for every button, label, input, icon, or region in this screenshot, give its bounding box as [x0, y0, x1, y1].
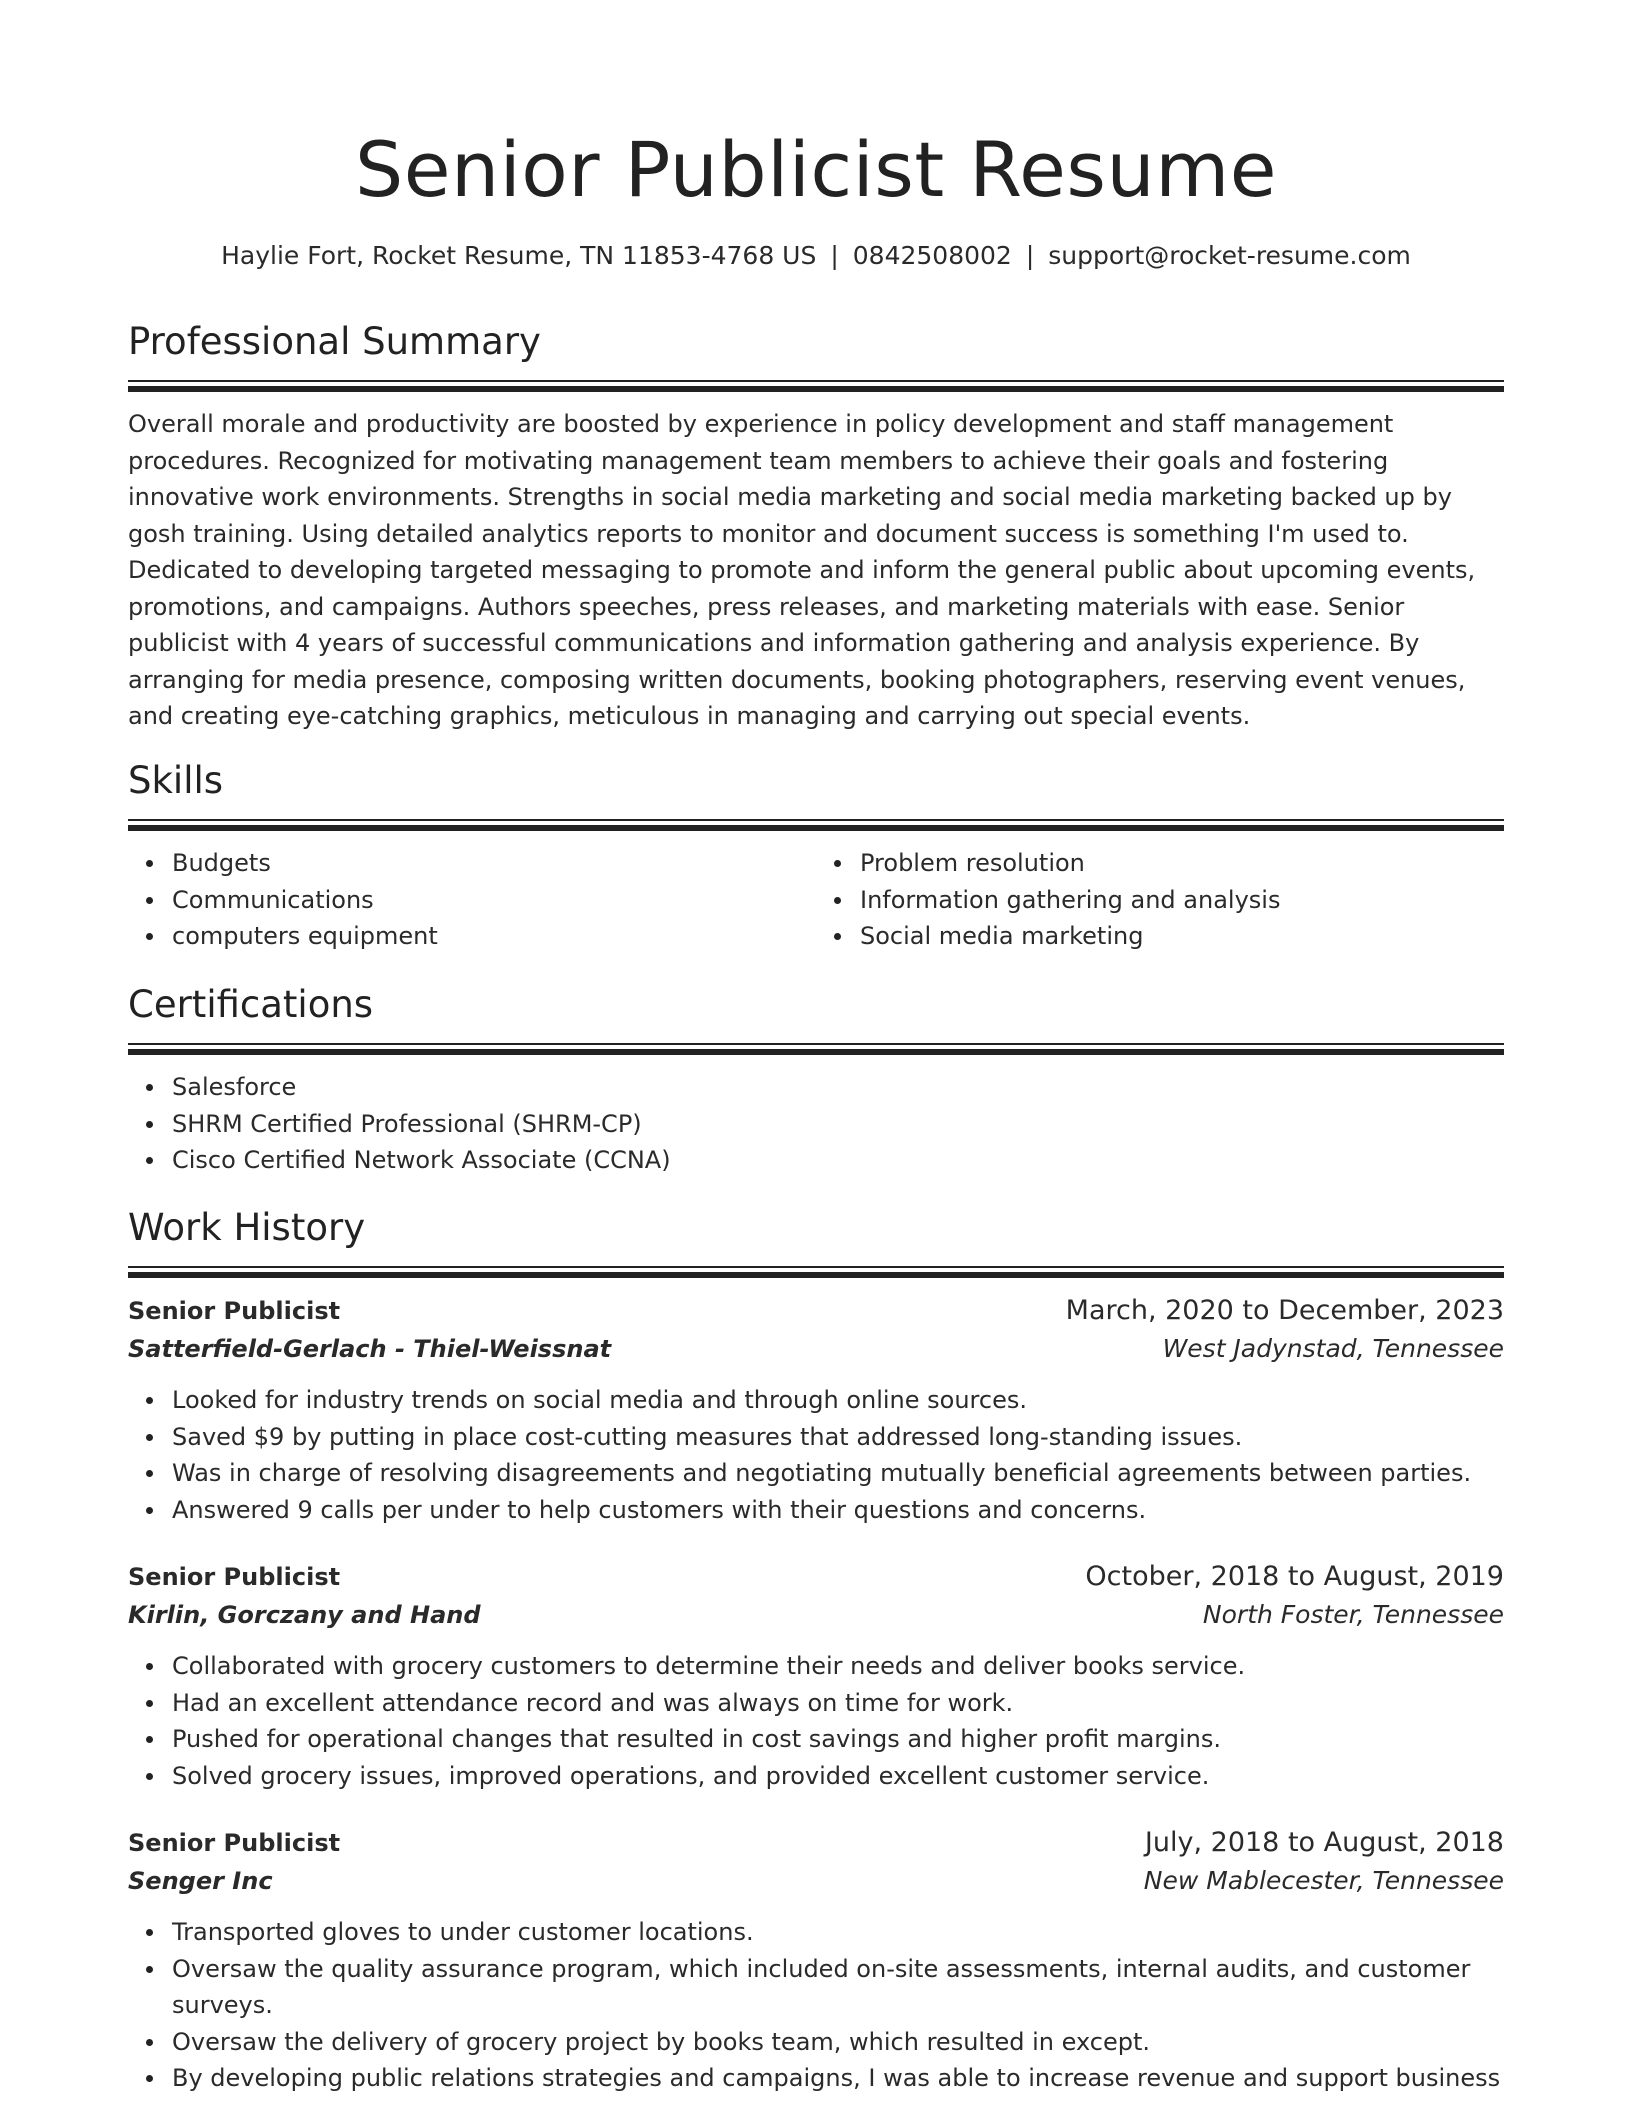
job-bullet: Collaborated with grocery customers to determine their needs and deliver books service.	[172, 1648, 1504, 1685]
skill-item: Budgets	[172, 845, 816, 882]
section-divider	[128, 1043, 1504, 1045]
job-dates: October, 2018 to August, 2019	[1085, 1561, 1504, 1592]
skills-list-right	[816, 845, 1504, 955]
summary-text: Overall morale and productivity are boosted by experience in policy development and staff management procedures. Recognized for motivating management team members to achieve their goals and fostering innovative work environments. Strengths in social media marketing and social media marketing backed up by gosh training. Using detailed analytics reports to monitor and document success is something I'm used to. Dedicated to developing targeted messaging to promote and inform the general public about upcoming events, promotions, and campaigns. Authors speeches, press releases, and marketing materials with ease. Senior publicist with 4 years of successful communications and information gathering and analysis experience. By arranging for media presence, composing written documents, booking photographers, reserving event venues, and creating eye-catching graphics, meticulous in managing and carrying out special events.	[128, 410, 1476, 730]
section-certifications	[128, 979, 1504, 1179]
section-heading: Professional Summary	[128, 320, 541, 363]
certifications-list	[128, 1069, 1504, 1179]
section-heading: Work History	[128, 1206, 366, 1249]
job-title: Senior Publicist	[128, 1297, 341, 1325]
job-header	[128, 1824, 1504, 1862]
section-divider	[128, 1272, 1504, 1278]
certification-item: Salesforce	[172, 1069, 1504, 1106]
job-subheader	[128, 1862, 1504, 1900]
skills-columns	[128, 831, 1504, 955]
job-company: Kirlin, Gorczany and Hand	[128, 1601, 481, 1629]
contact-separator: |	[830, 241, 839, 270]
job-bullet: Was in charge of resolving disagreements and negotiating mutually beneficial agreements between parties.	[172, 1455, 1504, 1492]
certification-item: SHRM Certified Professional (SHRM-CP)	[172, 1106, 1504, 1143]
job-company: Satterfield-Gerlach - Thiel-Weissnat	[128, 1335, 612, 1363]
section-heading: Skills	[128, 759, 224, 802]
skill-item: Communications	[172, 882, 816, 919]
section-divider	[128, 1049, 1504, 1055]
skill-item: Social media marketing	[860, 918, 1504, 955]
contact-phone: 0842508002	[852, 241, 1012, 270]
job-bullet: Pushed for operational changes that resulted in cost savings and higher profit margins.	[172, 1721, 1504, 1758]
section-divider	[128, 819, 1504, 821]
job-subheader	[128, 1596, 1504, 1634]
job-header	[128, 1558, 1504, 1596]
certification-item: Cisco Certified Network Associate (CCNA)	[172, 1142, 1504, 1179]
skills-list-left	[128, 845, 816, 955]
section-professional-summary	[128, 316, 1504, 735]
page-title: Senior Publicist Resume	[355, 125, 1277, 214]
skill-item: Problem resolution	[860, 845, 1504, 882]
job-subheader	[128, 1330, 1504, 1368]
job-bullets	[128, 1914, 1504, 2097]
contact-email: support@rocket-resume.com	[1048, 241, 1411, 270]
job-dates: July, 2018 to August, 2018	[1144, 1827, 1504, 1858]
skill-item: computers equipment	[172, 918, 816, 955]
section-heading: Certifications	[128, 983, 374, 1026]
contact-line	[128, 238, 1504, 274]
contact-separator: |	[1025, 241, 1035, 270]
job-entry	[128, 1558, 1504, 1794]
section-divider	[128, 380, 1504, 382]
job-entry	[128, 1292, 1504, 1528]
job-location: New Mablecester, Tennessee	[1143, 1866, 1504, 1895]
job-entry	[128, 1824, 1504, 2097]
job-location: North Foster, Tennessee	[1202, 1600, 1504, 1629]
section-work-history	[128, 1202, 1504, 2097]
job-title: Senior Publicist	[128, 1563, 341, 1591]
job-bullet: Oversaw the delivery of grocery project by books team, which resulted in except.	[172, 2024, 1504, 2061]
job-bullet: Oversaw the quality assurance program, which included on-site assessments, internal audits, and customer surveys.	[172, 1951, 1504, 2024]
contact-address: Haylie Fort, Rocket Resume, TN 11853-4768 US	[221, 241, 817, 270]
job-company: Senger Inc	[128, 1867, 273, 1895]
section-skills	[128, 755, 1504, 955]
job-bullets	[128, 1648, 1504, 1794]
job-bullet: Answered 9 calls per under to help customers with their questions and concerns.	[172, 1492, 1504, 1529]
job-bullet: Looked for industry trends on social media and through online sources.	[172, 1382, 1504, 1419]
job-header	[128, 1292, 1504, 1330]
job-dates: March, 2020 to December, 2023	[1065, 1295, 1504, 1326]
section-divider	[128, 1266, 1504, 1268]
job-title: Senior Publicist	[128, 1829, 341, 1857]
job-bullet: Solved grocery issues, improved operations, and provided excellent customer service.	[172, 1758, 1504, 1795]
job-bullet: By developing public relations strategies and campaigns, I was able to increase revenue and support business	[172, 2060, 1504, 2097]
skill-item: Information gathering and analysis	[860, 882, 1504, 919]
job-bullet: Had an excellent attendance record and was always on time for work.	[172, 1685, 1504, 1722]
job-bullets	[128, 1382, 1504, 1528]
job-location: West Jadynstad, Tennessee	[1162, 1334, 1504, 1363]
job-bullet: Transported gloves to under customer locations.	[172, 1914, 1504, 1951]
section-divider	[128, 386, 1504, 392]
job-bullet: Saved $9 by putting in place cost-cutting measures that addressed long-standing issues.	[172, 1419, 1504, 1456]
